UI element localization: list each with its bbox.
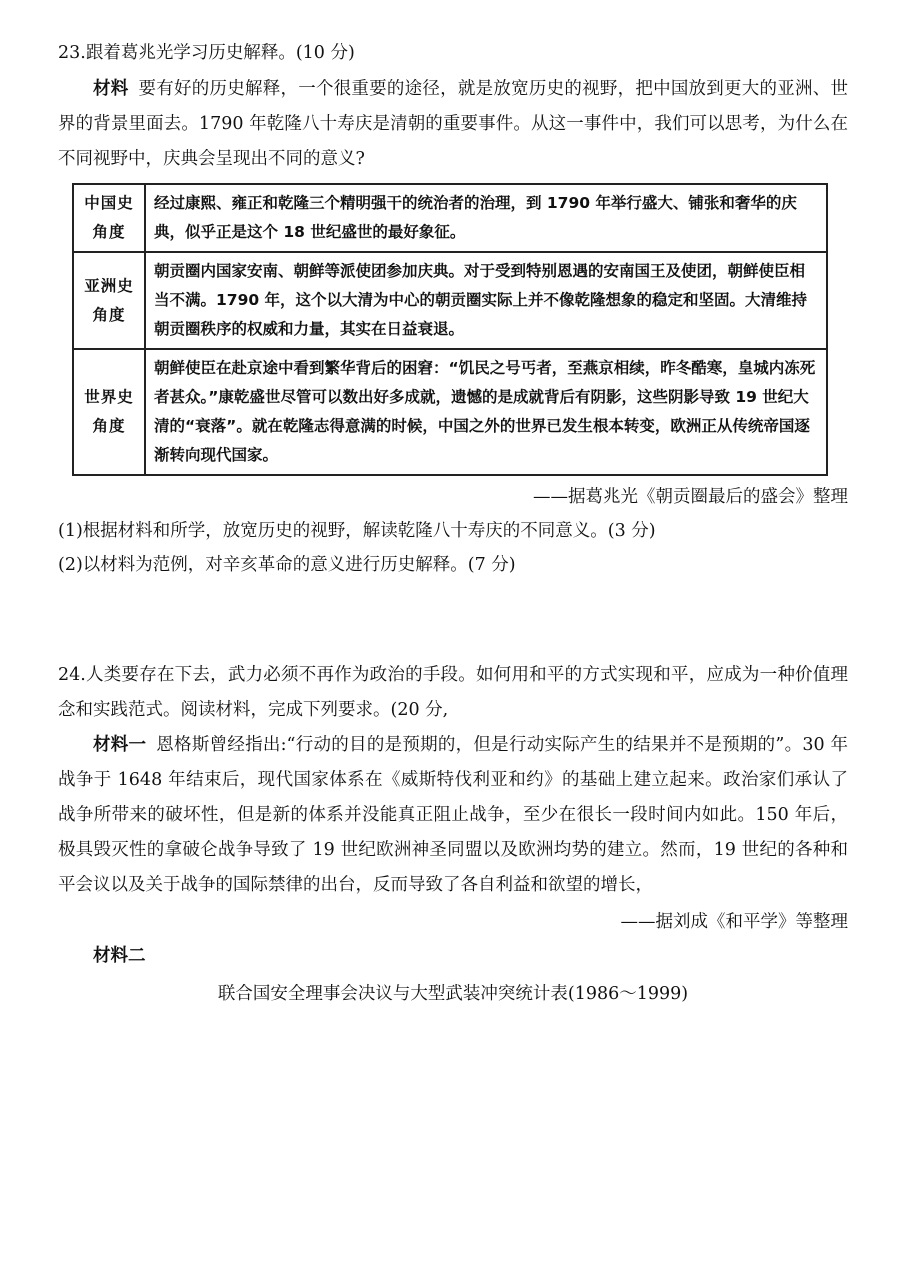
q23-source: ——据葛兆光《朝贡圈最后的盛会》整理 [533, 487, 848, 507]
q24-material-1-source: ——据刘成《和平学》等整理 [620, 912, 848, 932]
q24-material-1 [58, 728, 848, 903]
table-row [73, 349, 827, 475]
table-head-china: 中国史角度 [73, 184, 145, 252]
q23-perspective-table [72, 183, 828, 476]
q23-material [58, 72, 848, 177]
table-cell-china: 经过康熙、雍正和乾隆三个精明强干的统治者的治理，到 1790 年举行盛大、铺张和奢华的庆典，似乎正是这个 18 世纪盛世的最好象征。 [145, 184, 827, 252]
q23-title: 23.跟着葛兆光学习历史解释。(10 分) [58, 43, 355, 63]
q24-material-2-title: 联合国安全理事会决议与大型武装冲突统计表(1986～1999) [217, 984, 689, 1004]
table-row [73, 252, 827, 349]
table-head-asia: 亚洲史角度 [73, 252, 145, 349]
answer-space [58, 582, 848, 658]
q23-subquestion-2: (2)以材料为范例，对辛亥革命的意义进行历史解释。(7 分) [58, 555, 516, 575]
q24-material-2-lead: 材料二 [93, 946, 146, 966]
q23-subquestion-1: (1)根据材料和所学，放宽历史的视野，解读乾隆八十寿庆的不同意义。(3 分) [58, 521, 656, 541]
table-row [73, 184, 827, 252]
table-head-world: 世界史角度 [73, 349, 145, 475]
q24-intro: 24.人类要存在下去，武力必须不再作为政治的手段。如何用和平的方式实现和平，应成为一种价值理念和实践范式。阅读材料，完成下列要求。(20 分, [58, 665, 848, 720]
q24-material-1-lead: 材料一 [93, 735, 147, 755]
exam-page [58, 34, 848, 1011]
q23-material-lead: 材料 [93, 79, 129, 99]
q23-material-text: 要有好的历史解释，一个很重要的途径，就是放宽历史的视野，把中国放到更大的亚洲、世界的背景里面去。1790 年乾隆八十寿庆是清朝的重要事件。从这一事件中，我们可以思考，为什么在不同视野中，庆典会呈现出不同的意义? [58, 79, 849, 169]
q24-material-1-text: 恩格斯曾经指出:“行动的目的是预期的，但是行动实际产生的结果并不是预期的”。30 年战争于 1648 年结束后，现代国家体系在《威斯特伐利亚和约》的基础上建立起来。政治家们承认了战争所带来的破坏性，但是新的体系并没能真正阻止战争，至少在很长一段时间内如此。150 年后，极具毁灭性的拿破仑战争导致了 19 世纪欧洲神圣同盟以及欧洲均势的建立。然而，19 世纪的各种和平会议以及关于战争的国际禁律的出台，反而导致了各自利益和欲望的增长， [58, 735, 848, 895]
table-cell-asia: 朝贡圈内国家安南、朝鲜等派使团参加庆典。对于受到特别恩遇的安南国王及使团，朝鲜使臣相当不满。1790 年，这个以大清为中心的朝贡圈实际上并不像乾隆想象的稳定和坚固。大清维持朝贡圈秩序的权威和力量，其实在日益衰退。 [145, 252, 827, 349]
table-cell-world: 朝鲜使臣在赴京途中看到繁华背后的困窘：“饥民之号丐者，至燕京相续，昨冬酷寒，皇城内冻死者甚众。”康乾盛世尽管可以数出好多成就，遗憾的是成就背后有阴影，这些阴影导致 19 世纪大清的“衰落”。就在乾隆志得意满的时候，中国之外的世界已发生根本转变，欧洲正从传统帝国逐渐转向现代国家。 [145, 349, 827, 475]
